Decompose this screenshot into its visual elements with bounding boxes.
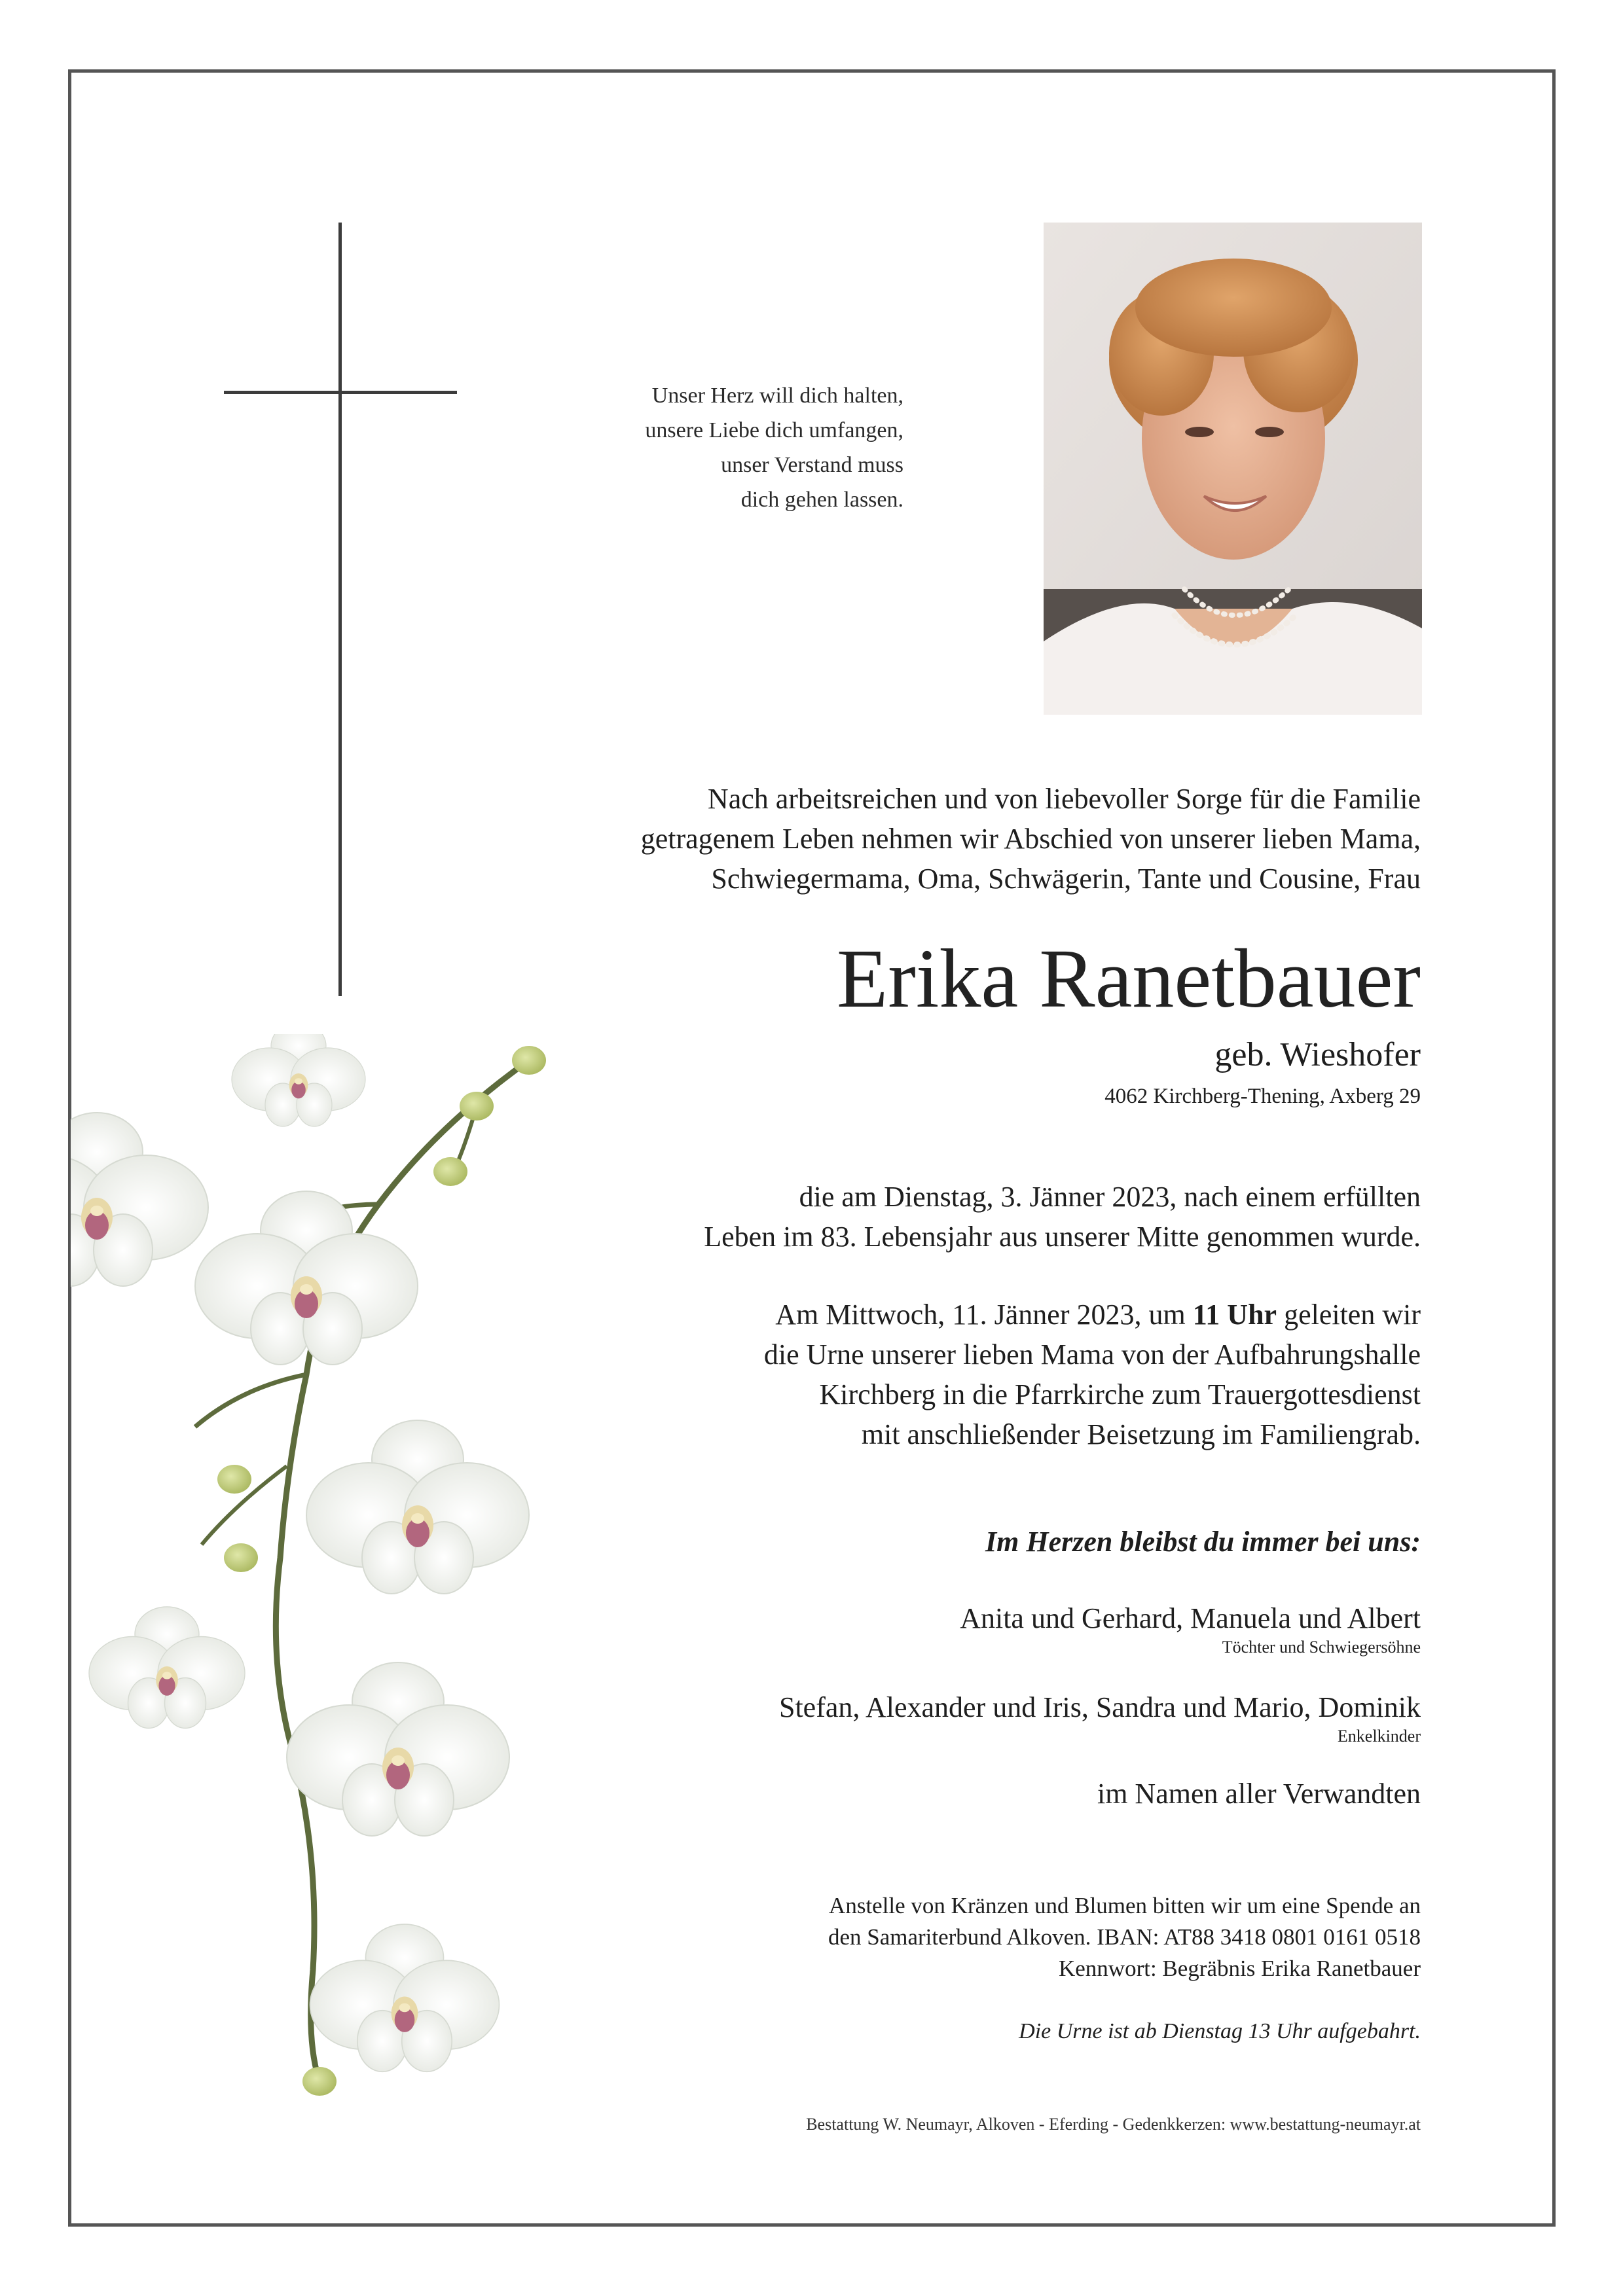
funeral-text: geleiten wir xyxy=(1277,1299,1421,1331)
donation-line: Kennwort: Begräbnis Erika Ranetbauer xyxy=(1058,1956,1421,1981)
address: 4062 Kirchberg-Thening, Axberg 29 xyxy=(1104,1085,1421,1108)
intro-line: Nach arbeitsreichen und von liebevoller Sorge für die Familie xyxy=(707,783,1421,815)
funeral-line: Kirchberg in die Pfarrkirche zum Trauergottesdienst xyxy=(819,1378,1421,1410)
death-notice xyxy=(704,1177,1421,1257)
funeral-text: Am Mittwoch, 11. Jänner 2023, um xyxy=(775,1299,1193,1331)
cross-icon-vertical xyxy=(338,223,342,996)
poem xyxy=(498,378,903,517)
poem-line: dich gehen lassen. xyxy=(740,488,903,512)
donation-line: Anstelle von Kränzen und Blumen bitten wir um eine Spende an xyxy=(829,1893,1421,1918)
donation-request xyxy=(828,1890,1421,1984)
mourner-role: Enkelkinder xyxy=(1337,1727,1421,1746)
mourner-names: Stefan, Alexander und Iris, Sandra und Mario, Dominik xyxy=(778,1691,1421,1723)
orchid-illustration xyxy=(71,1034,568,2114)
deceased-name: Erika Ranetbauer xyxy=(837,932,1421,1025)
mourners-motto: Im Herzen bleibst du immer bei uns: xyxy=(985,1526,1421,1558)
mourner-names: Anita und Gerhard, Manuela und Albert xyxy=(960,1602,1421,1634)
funeral-line xyxy=(764,1295,1421,1335)
poem-line: Unser Herz will dich halten, xyxy=(651,384,903,408)
footer: Bestattung W. Neumayr, Alkoven - Eferding - Gedenkkerzen: www.bestattung-neumayr.at xyxy=(806,2115,1421,2134)
death-line: Leben im 83. Lebensjahr aus unserer Mitte genommen wurde. xyxy=(704,1221,1421,1253)
donation-line: den Samariterbund Alkoven. IBAN: AT88 3418 0801 0161 0518 xyxy=(828,1924,1421,1950)
portrait-photo xyxy=(1044,223,1422,715)
poem-line: unsere Liebe dich umfangen, xyxy=(645,418,903,442)
intro-line: getragenem Leben nehmen wir Abschied von unserer lieben Mama, xyxy=(640,823,1421,855)
funeral-time: 11 Uhr xyxy=(1192,1299,1277,1331)
mourner-role: Töchter und Schwiegersöhne xyxy=(1222,1638,1421,1657)
funeral-line: die Urne unserer lieben Mama von der Aufbahrungshalle xyxy=(763,1338,1421,1371)
death-line: die am Dienstag, 3. Jänner 2023, nach einem erfüllten xyxy=(799,1181,1421,1213)
intro-text xyxy=(641,779,1421,899)
maiden-name: geb. Wieshofer xyxy=(1214,1036,1421,1073)
funeral-notice xyxy=(764,1295,1421,1454)
poem-line: unser Verstand muss xyxy=(721,453,903,477)
mourners-closing: im Namen aller Verwandten xyxy=(1097,1778,1421,1810)
intro-line: Schwiegermama, Oma, Schwägerin, Tante und Cousine, Frau xyxy=(711,863,1421,895)
urn-note: Die Urne ist ab Dienstag 13 Uhr aufgebahrt. xyxy=(1019,2019,1421,2043)
cross-icon-horizontal xyxy=(224,391,457,394)
funeral-line: mit anschließender Beisetzung im Familiengrab. xyxy=(861,1418,1421,1450)
